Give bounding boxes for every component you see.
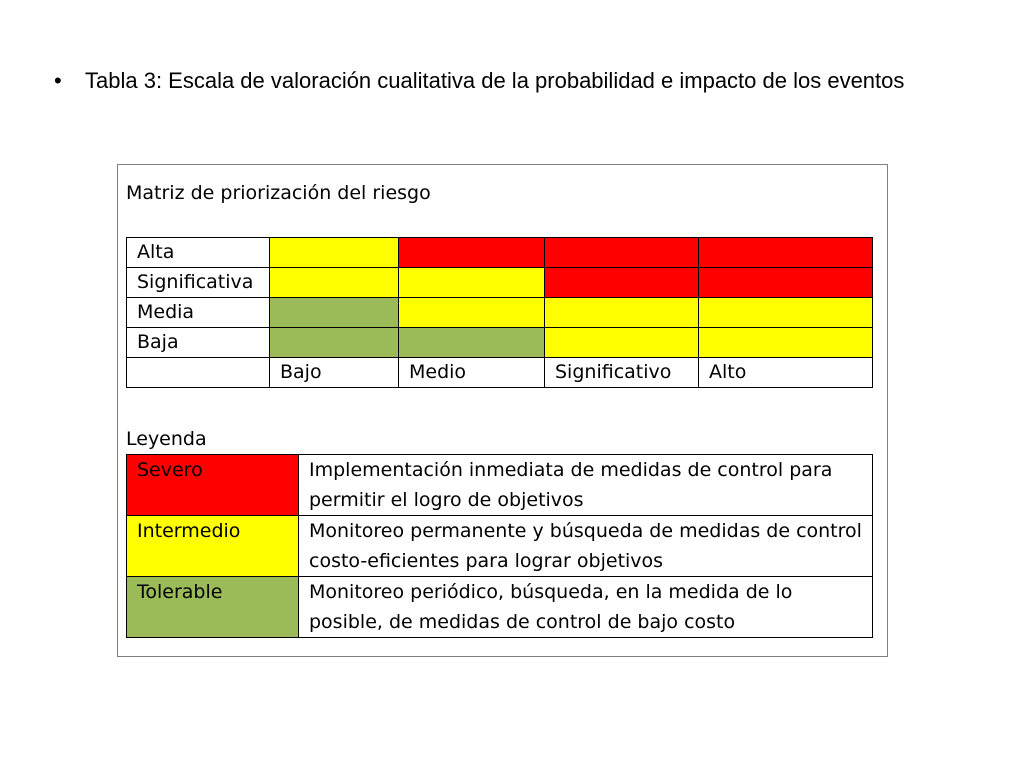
matrix-column-header-row <box>127 358 873 388</box>
legend-description: Monitoreo permanente y búsqueda de medidas de control costo-eficientes para lograr objetivos <box>299 516 873 577</box>
matrix-cell <box>270 298 399 328</box>
legend-label-intermedio: Intermedio <box>127 516 299 577</box>
matrix-row <box>127 328 873 358</box>
legend-table <box>126 454 873 638</box>
matrix-cell <box>399 268 545 298</box>
matrix-cell <box>545 328 699 358</box>
legend-row <box>127 455 873 516</box>
matrix-row <box>127 238 873 268</box>
matrix-cell <box>270 268 399 298</box>
matrix-row <box>127 298 873 328</box>
legend-title: Leyenda <box>126 428 207 450</box>
legend-description: Monitoreo periódico, búsqueda, en la medida de lo posible, de medidas de control de bajo costo <box>299 577 873 638</box>
matrix-title: Matriz de priorización del riesgo <box>126 182 431 204</box>
column-label-medio: Medio <box>399 358 545 388</box>
matrix-cell <box>699 298 873 328</box>
risk-matrix-figure <box>117 164 888 657</box>
legend-label-tolerable: Tolerable <box>127 577 299 638</box>
row-label-significativa: Significativa <box>127 268 270 298</box>
matrix-cell <box>545 298 699 328</box>
legend-description: Implementación inmediata de medidas de control para permitir el logro de objetivos <box>299 455 873 516</box>
matrix-cell <box>545 238 699 268</box>
row-label-media: Media <box>127 298 270 328</box>
matrix-cell <box>699 268 873 298</box>
risk-priority-matrix <box>126 237 873 388</box>
matrix-cell <box>399 298 545 328</box>
legend-label-severo: Severo <box>127 455 299 516</box>
caption-text: Tabla 3: Escala de valoración cualitativa de la probabilidad e impacto de los eventos <box>85 68 905 93</box>
matrix-row <box>127 268 873 298</box>
matrix-cell <box>699 328 873 358</box>
matrix-cell <box>399 328 545 358</box>
matrix-cell <box>270 328 399 358</box>
matrix-cell <box>699 238 873 268</box>
matrix-cell <box>399 238 545 268</box>
column-label-bajo: Bajo <box>270 358 399 388</box>
matrix-cell <box>545 268 699 298</box>
row-label-alta: Alta <box>127 238 270 268</box>
legend-row <box>127 577 873 638</box>
bullet-marker: • <box>54 68 62 93</box>
column-label-alto: Alto <box>699 358 873 388</box>
matrix-cell <box>270 238 399 268</box>
column-label-significativo: Significativo <box>545 358 699 388</box>
legend-row <box>127 516 873 577</box>
row-label-baja: Baja <box>127 328 270 358</box>
matrix-corner-cell <box>127 358 270 388</box>
